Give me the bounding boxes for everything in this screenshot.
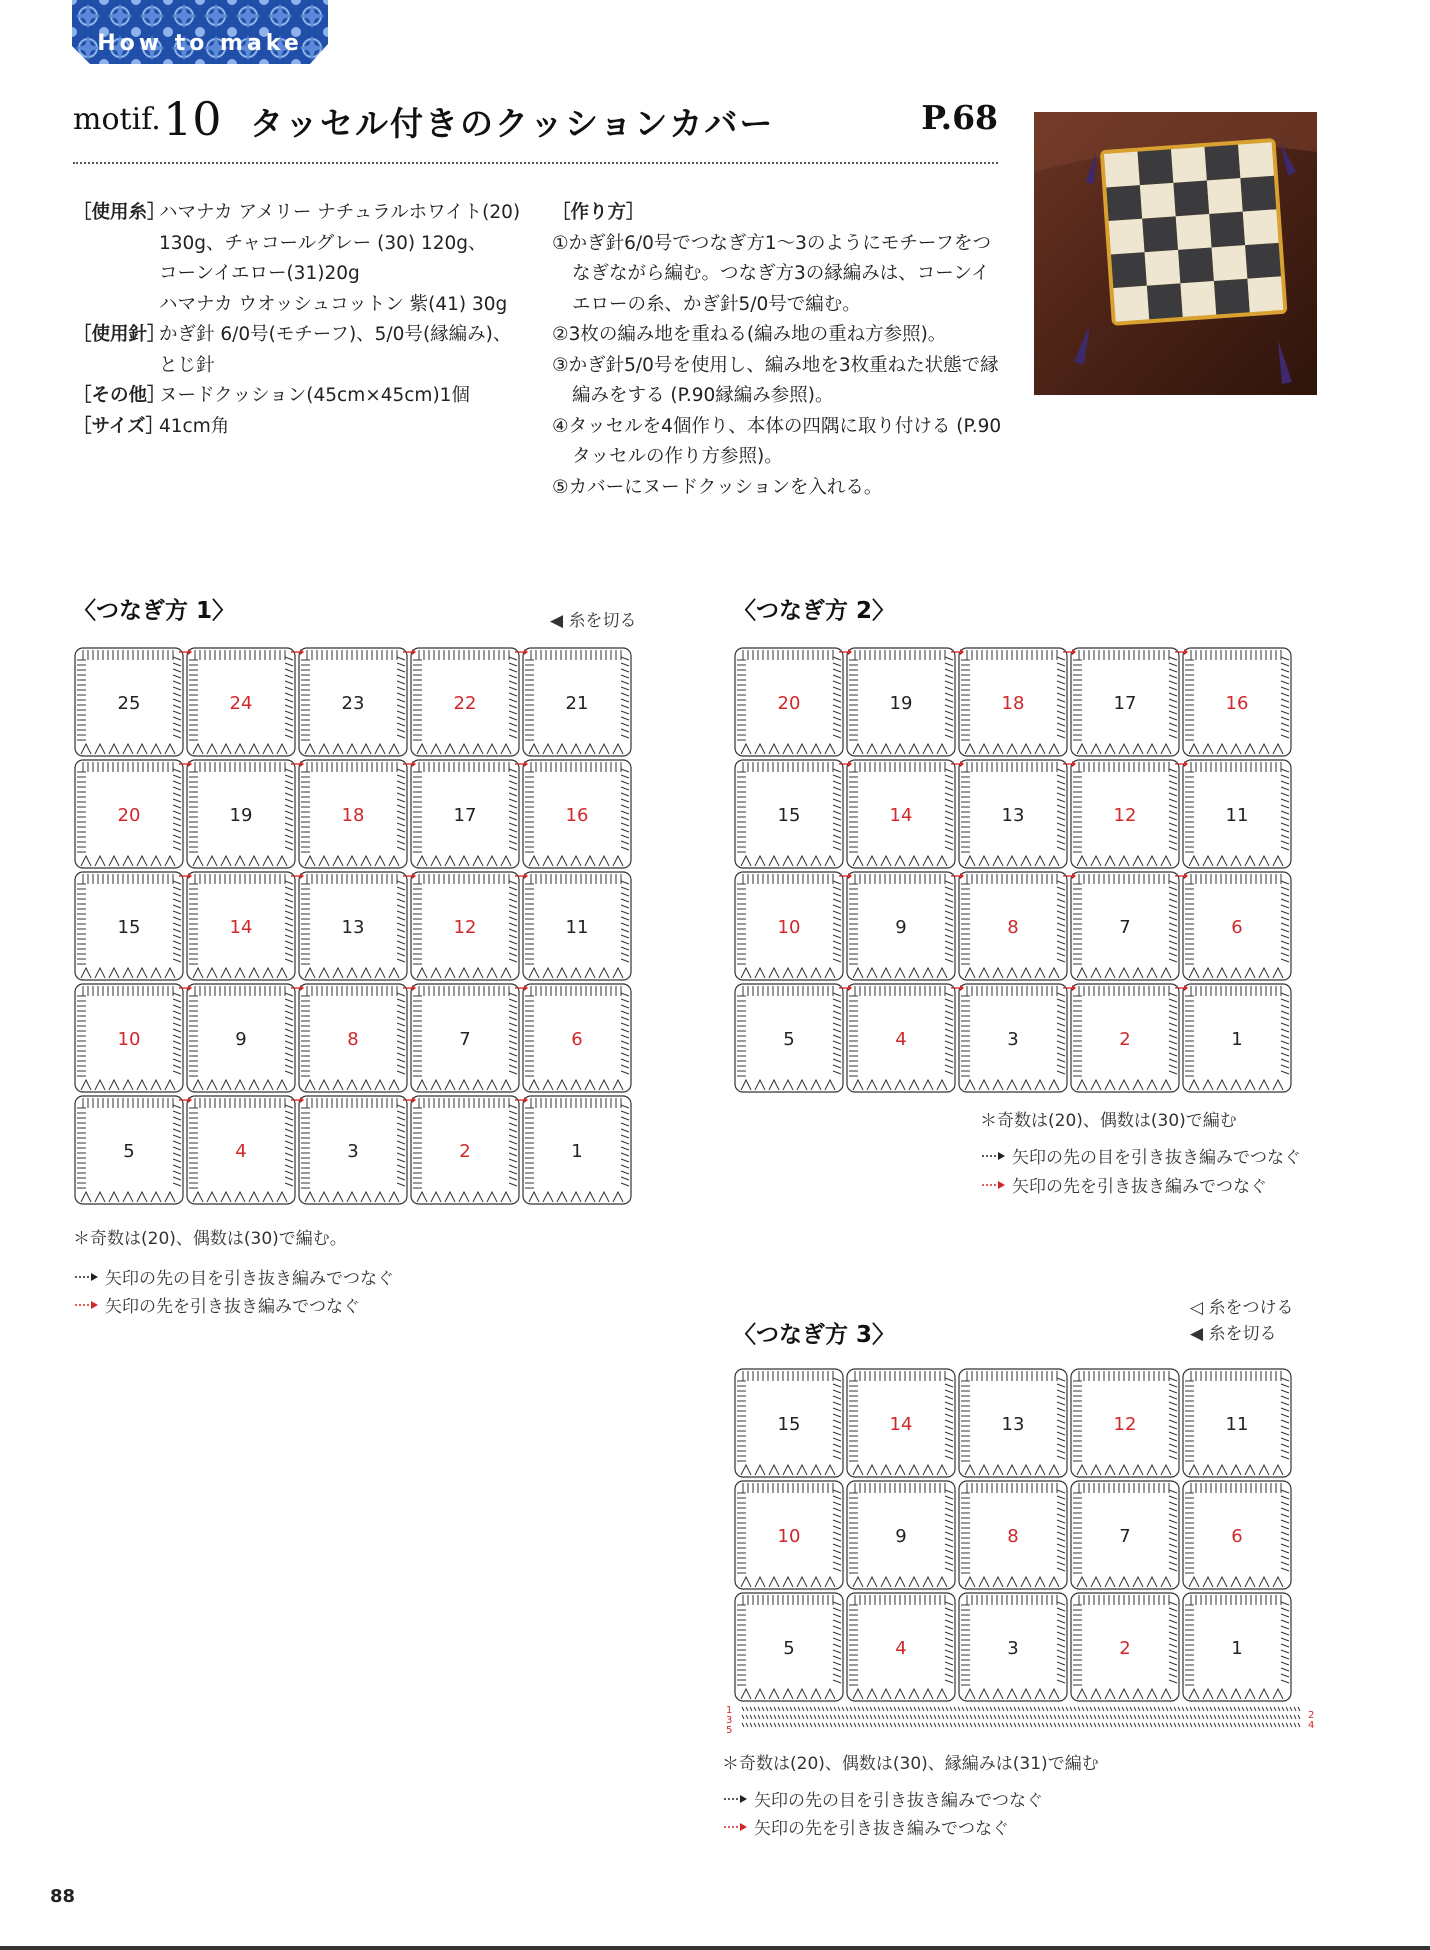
- legend-text: 矢印の先の目を引き抜き編みでつなぐ: [105, 1269, 394, 1289]
- motif-number: 7: [1119, 1526, 1131, 1547]
- motif-square: [1183, 1369, 1291, 1477]
- instruction-step: ④タッセルを4個作り、本体の四隅に取り付ける (P.90タッセルの作り方参照)。: [552, 415, 1002, 467]
- edge-row-number: 1: [726, 1705, 733, 1716]
- motif-square: [847, 984, 955, 1092]
- motif-number: 25: [117, 693, 141, 714]
- red-arrow-icon: [980, 1179, 1006, 1191]
- motif-number: 2: [1119, 1638, 1131, 1659]
- motif-number: 3: [1007, 1029, 1019, 1050]
- motif-square: [299, 872, 407, 980]
- motif-number: 10: [117, 1029, 141, 1050]
- motif-number: 17: [1113, 693, 1137, 714]
- motif-square: [959, 1481, 1067, 1589]
- page-number: 88: [50, 1886, 76, 1907]
- motif-number: 12: [1113, 1414, 1137, 1435]
- diagram2-legend-black: [980, 1143, 1301, 1168]
- diagram1-legend-red: [73, 1292, 360, 1317]
- legend-text: 矢印の先の目を引き抜き編みでつなぐ: [1012, 1148, 1301, 1168]
- motif-number: 10: [163, 92, 222, 146]
- diagram1-note: ＊奇数は(20)、偶数は(30)で編む。: [73, 1229, 347, 1249]
- motif-number: 16: [565, 805, 589, 826]
- motif-number: 5: [123, 1141, 135, 1162]
- spec-yarn: [73, 198, 543, 320]
- bottom-edge: [0, 1946, 1430, 1950]
- motif-square: [847, 1481, 955, 1589]
- title-divider: [73, 162, 998, 164]
- photo-check: [1138, 149, 1174, 185]
- diagram3-title: 〈つなぎ方 3〉: [733, 1322, 896, 1348]
- motif-square: [411, 648, 519, 756]
- spec-needle: [73, 320, 543, 381]
- motif-square: [1183, 760, 1291, 868]
- motif-square: [411, 984, 519, 1092]
- motif-number: 9: [235, 1029, 247, 1050]
- motif-square: [1071, 648, 1179, 756]
- motif-number: 18: [341, 805, 365, 826]
- motif-number: 7: [459, 1029, 471, 1050]
- motif-number: 4: [235, 1141, 247, 1162]
- photo-check: [1247, 276, 1283, 312]
- motif-square: [735, 984, 843, 1092]
- diagram3-legend-red: [722, 1814, 1009, 1839]
- photo-check: [1245, 243, 1281, 279]
- motif-number: 10: [777, 917, 801, 938]
- motif-number: 2: [1119, 1029, 1131, 1050]
- spec-label: ［使用針］: [73, 324, 166, 345]
- legend-text: 矢印の先の目を引き抜き編みでつなぐ: [754, 1791, 1043, 1811]
- red-arrow-icon: [722, 1821, 748, 1833]
- spec-line: ハマナカ ウオッシュコットン 紫(41) 30g: [159, 293, 508, 315]
- motif-word: motif.: [73, 102, 161, 137]
- spec-label: ［サイズ］: [73, 415, 165, 437]
- motif-square: [411, 1096, 519, 1204]
- motif-square: [1071, 872, 1179, 980]
- motif-square: [75, 1096, 183, 1204]
- photo-check: [1205, 145, 1241, 181]
- motif-square: [1071, 984, 1179, 1092]
- legend-text: 矢印の先を引き抜き編みでつなぐ: [1012, 1177, 1267, 1197]
- motif-square: [1183, 1481, 1291, 1589]
- motif-square: [523, 760, 631, 868]
- spec-line: とじ針: [159, 354, 215, 376]
- motif-square: [187, 872, 295, 980]
- black-arrow-icon: [722, 1793, 748, 1805]
- photo-check: [1207, 178, 1243, 214]
- motif-square: [959, 984, 1067, 1092]
- motif-number: 19: [229, 805, 253, 826]
- diagram2-note: ＊奇数は(20)、偶数は(30)で編む: [980, 1111, 1237, 1131]
- motif-square: [847, 760, 955, 868]
- motif-square: [299, 648, 407, 756]
- motif-square: [299, 1096, 407, 1204]
- cushion-photo: [1034, 112, 1317, 395]
- motif-number: 7: [1119, 917, 1131, 938]
- spec-line: ハマナカ アメリー ナチュラルホワイト(20): [159, 202, 521, 223]
- red-arrow-icon: [73, 1299, 99, 1311]
- photo-check: [1140, 183, 1176, 219]
- instruction-step: ①かぎ針6/0号でつなぎ方1〜3のようにモチーフをつなぎながら編む。つなぎ方3の縁編みは、コーンイエローの糸、かぎ針5/0号で編む。: [552, 232, 991, 315]
- motif-square: [523, 1096, 631, 1204]
- photo-check: [1243, 209, 1279, 245]
- instruction-step: ⑤カバーにヌードクッションを入れる。: [552, 476, 883, 498]
- motif-number: 3: [1007, 1638, 1019, 1659]
- motif-number: 6: [571, 1029, 583, 1050]
- legend-text: 矢印の先を引き抜き編みでつなぐ: [754, 1819, 1009, 1839]
- diagram2-title: 〈つなぎ方 2〉: [733, 598, 896, 624]
- motif-square: [1071, 760, 1179, 868]
- motif-number: 16: [1225, 693, 1249, 714]
- photo-check: [1240, 176, 1276, 212]
- spec-other: [73, 381, 543, 412]
- motif-square: [959, 760, 1067, 868]
- motif-number: 1: [1231, 1638, 1243, 1659]
- motif-square: [75, 760, 183, 868]
- motif-number: 9: [895, 917, 907, 938]
- spec-label: ［使用糸］: [73, 202, 166, 223]
- photo-check: [1212, 245, 1248, 281]
- motif-square: [1183, 1593, 1291, 1701]
- motif-square: [847, 1593, 955, 1701]
- motif-number: 8: [347, 1029, 359, 1050]
- motif-number: 9: [895, 1526, 907, 1547]
- border-edging: [742, 1707, 1300, 1727]
- title-row: [73, 92, 998, 152]
- instruction-step: ③かぎ針5/0号を使用し、編み地を3枚重ねた状態で縁編みをする (P.90縁編み参照)。: [552, 354, 999, 406]
- motif-number: 18: [1001, 693, 1025, 714]
- motif-number: 1: [1231, 1029, 1243, 1050]
- motif-square: [1071, 1481, 1179, 1589]
- motif-square: [1183, 648, 1291, 756]
- edge-row-number: 4: [1308, 1720, 1315, 1731]
- motif-number: 4: [895, 1029, 907, 1050]
- motif-square: [735, 648, 843, 756]
- diagram3-attach-marker: ◁ 糸をつける: [1190, 1298, 1294, 1318]
- photo-check: [1171, 147, 1207, 183]
- edge-row-number: 2: [1308, 1710, 1315, 1721]
- photo-check: [1178, 248, 1214, 284]
- diagram1-grid: [73, 646, 641, 1206]
- instructions: [552, 198, 1002, 503]
- motif-number: 14: [229, 917, 253, 938]
- photo-check: [1142, 216, 1178, 252]
- black-arrow-icon: [980, 1150, 1006, 1162]
- spec-line: ヌードクッション(45cm×45cm)1個: [159, 385, 470, 406]
- photo-check: [1180, 281, 1216, 317]
- instructions-title: ［作り方］: [552, 202, 645, 223]
- spec-size: [73, 412, 543, 443]
- motif-square: [75, 648, 183, 756]
- motif-number: 11: [565, 917, 589, 938]
- diagram3-legend-black: [722, 1786, 1043, 1811]
- photo-check: [1209, 212, 1245, 248]
- motif-square: [735, 1369, 843, 1477]
- motif-square: [523, 648, 631, 756]
- motif-number: 15: [777, 1414, 801, 1435]
- motif-square: [735, 760, 843, 868]
- motif-number: 15: [777, 805, 801, 826]
- photo-check: [1176, 214, 1212, 250]
- motif-square: [299, 984, 407, 1092]
- motif-number: 8: [1007, 917, 1019, 938]
- motif-square: [523, 872, 631, 980]
- motif-square: [847, 648, 955, 756]
- legend-text: 矢印の先を引き抜き編みでつなぐ: [105, 1297, 360, 1317]
- photo-check: [1147, 283, 1183, 319]
- how-to-make-label: How to make: [97, 31, 303, 56]
- diagram1-legend-black: [73, 1264, 394, 1289]
- motif-number: 21: [565, 693, 589, 714]
- motif-number: 13: [1001, 805, 1025, 826]
- motif-number: 19: [889, 693, 913, 714]
- photo-check: [1111, 252, 1147, 288]
- motif-number: 10: [777, 1526, 801, 1547]
- motif-number: 12: [453, 917, 477, 938]
- motif-square: [187, 984, 295, 1092]
- motif-square: [735, 1481, 843, 1589]
- motif-square: [847, 872, 955, 980]
- motif-square: [1071, 1593, 1179, 1701]
- motif-number: 13: [341, 917, 365, 938]
- page-reference: P.68: [921, 98, 998, 137]
- motif-number: 1: [571, 1141, 583, 1162]
- motif-number: 11: [1225, 1414, 1249, 1435]
- diagram1-cut-marker: ◀ 糸を切る: [550, 611, 637, 631]
- spec-line: かぎ針 6/0号(モチーフ)、5/0号(縁編み)、: [159, 324, 512, 345]
- motif-square: [187, 648, 295, 756]
- motif-number: 11: [1225, 805, 1249, 826]
- diagram3-grid: [722, 1367, 1322, 1747]
- motif-square: [75, 984, 183, 1092]
- motif-number: 8: [1007, 1526, 1019, 1547]
- motif-square: [75, 872, 183, 980]
- photo-check: [1109, 219, 1145, 255]
- motif-number: 20: [777, 693, 801, 714]
- motif-number: 20: [117, 805, 141, 826]
- motif-number: 5: [783, 1029, 795, 1050]
- materials-list: [73, 198, 543, 442]
- motif-number: 22: [453, 693, 477, 714]
- edge-row-number: 5: [726, 1725, 733, 1736]
- diagram2-grid: [733, 646, 1301, 1094]
- black-arrow-icon: [73, 1271, 99, 1283]
- motif-number: 24: [229, 693, 253, 714]
- motif-square: [735, 872, 843, 980]
- motif-square: [187, 1096, 295, 1204]
- motif-square: [959, 1369, 1067, 1477]
- diagram1-title: 〈つなぎ方 1〉: [73, 598, 236, 624]
- motif-number: 14: [889, 805, 913, 826]
- motif-number: 23: [341, 693, 365, 714]
- motif-number: 13: [1001, 1414, 1025, 1435]
- motif-number: 6: [1231, 917, 1243, 938]
- motif-number: 4: [895, 1638, 907, 1659]
- motif-square: [959, 648, 1067, 756]
- motif-number: 3: [347, 1141, 359, 1162]
- motif-square: [187, 760, 295, 868]
- motif-number: 14: [889, 1414, 913, 1435]
- photo-check: [1106, 185, 1142, 221]
- motif-square: [1071, 1369, 1179, 1477]
- motif-number: 15: [117, 917, 141, 938]
- spec-line: コーンイエロー(31)20g: [159, 263, 360, 284]
- edge-row-number: 3: [726, 1715, 733, 1726]
- photo-check: [1104, 152, 1140, 188]
- photo-check: [1238, 142, 1274, 178]
- motif-square: [959, 1593, 1067, 1701]
- page-title: タッセル付きのクッションカバー: [250, 104, 775, 143]
- motif-square: [735, 1593, 843, 1701]
- motif-number: 6: [1231, 1526, 1243, 1547]
- motif-square: [1183, 984, 1291, 1092]
- motif-number: 5: [783, 1638, 795, 1659]
- spec-label: ［その他］: [73, 385, 166, 406]
- spec-line: 41cm角: [159, 415, 230, 437]
- diagram2-legend-red: [980, 1172, 1267, 1197]
- diagram3-note: ＊奇数は(20)、偶数は(30)、縁編みは(31)で編む: [722, 1754, 1099, 1774]
- motif-number: 2: [459, 1141, 471, 1162]
- motif-square: [959, 872, 1067, 980]
- motif-square: [411, 760, 519, 868]
- motif-square: [299, 760, 407, 868]
- motif-square: [523, 984, 631, 1092]
- motif-square: [1183, 872, 1291, 980]
- motif-number: 17: [453, 805, 477, 826]
- photo-check: [1173, 180, 1209, 216]
- motif-square: [847, 1369, 955, 1477]
- photo-check: [1214, 279, 1250, 315]
- spec-line: 130g、チャコールグレー (30) 120g、: [159, 232, 487, 254]
- motif-square: [411, 872, 519, 980]
- photo-check: [1113, 286, 1149, 322]
- motif-number: 12: [1113, 805, 1137, 826]
- photo-check: [1145, 250, 1181, 286]
- instruction-step: ②3枚の編み地を重ねる(編み地の重ね方参照)。: [552, 324, 947, 345]
- diagram3-cut-marker: ◀ 糸を切る: [1190, 1324, 1277, 1344]
